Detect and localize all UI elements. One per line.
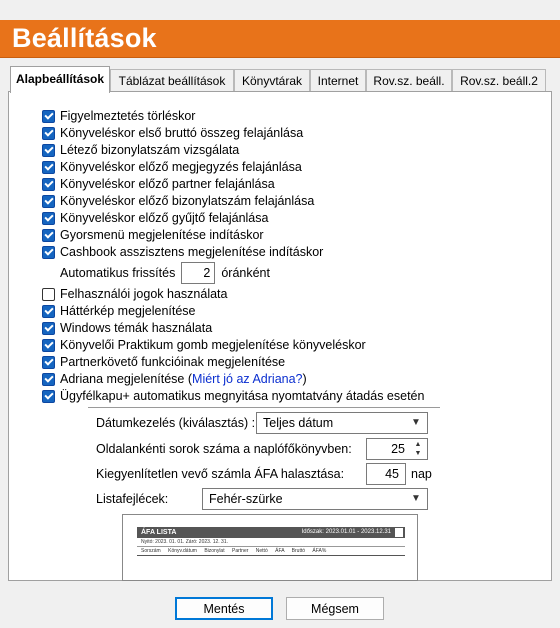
cancel-button[interactable]: Mégsem	[286, 597, 384, 620]
option-item[interactable]	[42, 159, 302, 175]
list-header-label: Listafejlécek:	[96, 492, 169, 506]
tab-rovsz-beall2[interactable]: Rov.sz. beáll.2	[452, 69, 546, 92]
checkbox[interactable]	[42, 322, 55, 335]
checkbox-label: Cashbook asszisztens megjelenítése indításkor	[60, 245, 324, 259]
checkbox-label: Könyveléskor előző bizonylatszám felajánlása	[60, 194, 315, 208]
option-item[interactable]	[42, 320, 212, 336]
vat-delay-unit: nap	[411, 467, 432, 481]
checkbox-label: Felhasználói jogok használata	[60, 287, 228, 301]
checkbox-label: Háttérkép megjelenítése	[60, 304, 196, 318]
window-title: Beállítások	[12, 23, 157, 53]
option-item[interactable]	[42, 371, 307, 387]
checkbox-label: Könyveléskor előző megjegyzés felajánlása	[60, 160, 302, 174]
preview-header-right: Időszak: 2023.01.01 - 2023.12.31	[301, 529, 391, 535]
checkbox-label: Könyvelői Praktikum gomb megjelenítése könyveléskor	[60, 338, 366, 352]
checkbox-label: Könyveléskor előző partner felajánlása	[60, 177, 275, 191]
checkbox[interactable]	[42, 178, 55, 191]
checkbox[interactable]	[42, 390, 55, 403]
list-header-preview	[122, 514, 418, 581]
checkbox-label: Gyorsmenü megjelenítése indításkor	[60, 228, 264, 242]
checkbox[interactable]	[42, 288, 55, 301]
top-strip	[0, 0, 560, 20]
adriana-help-link[interactable]: Miért jó az Adriana?	[192, 372, 303, 386]
checkbox[interactable]	[42, 246, 55, 259]
tab-alapbeallitasok[interactable]: Alapbeállítások	[10, 66, 110, 93]
option-item[interactable]	[42, 303, 196, 319]
checkbox-label: Könyveléskor első bruttó összeg felajánlása	[60, 126, 304, 140]
save-button[interactable]: Mentés	[175, 597, 273, 620]
checkbox[interactable]	[42, 356, 55, 369]
list-header-select[interactable]	[202, 488, 428, 510]
option-item[interactable]	[42, 227, 264, 243]
auto-refresh-input[interactable]: 2	[181, 262, 215, 284]
tab-internet[interactable]: Internet	[310, 69, 366, 92]
checkbox-label: Könyveléskor előző gyűjtő felajánlása	[60, 211, 269, 225]
option-item[interactable]	[42, 388, 424, 404]
checkbox[interactable]	[42, 195, 55, 208]
preview-header	[137, 527, 405, 538]
rows-per-page-label: Oldalankénti sorok száma a naplófőkönyvben:	[96, 442, 352, 456]
checkbox-label-suffix: )	[302, 372, 307, 386]
vat-delay-label: Kiegyenlítetlen vevő számla ÁFA halasztása:	[96, 467, 345, 481]
date-handling-select[interactable]	[256, 412, 428, 434]
checkbox-label: Windows témák használata	[60, 321, 213, 335]
option-item[interactable]	[42, 286, 227, 302]
checkbox-label: Adriana megjelenítése (	[60, 372, 193, 386]
spin-down-icon[interactable]: ▼	[414, 450, 422, 457]
checkbox[interactable]	[42, 305, 55, 318]
checkbox-label: Figyelmeztetés törléskor	[60, 109, 196, 123]
tab-strip	[8, 66, 552, 92]
checkbox-label: Létező bizonylatszám vizsgálata	[60, 143, 240, 157]
auto-refresh-label: Automatikus frissítés	[60, 266, 176, 280]
vat-delay-value: 45	[385, 467, 399, 481]
date-handling-value: Teljes dátum	[263, 416, 334, 430]
option-item[interactable]	[42, 142, 239, 158]
auto-refresh-row	[60, 262, 270, 284]
tab-rovsz-beall[interactable]: Rov.sz. beáll.	[366, 69, 452, 92]
option-item[interactable]	[42, 337, 366, 353]
preview-columns: Sorszám Könyv.dátum Bizonylat Partner Nettó ÁFA Bruttó ÁFA%	[137, 547, 405, 556]
option-item[interactable]	[42, 176, 275, 192]
preview-title: ÁFA LISTA	[141, 529, 177, 536]
preview-subheader: Nyitó: 2023. 01. 01. Záró: 2023. 12. 31.	[137, 538, 405, 547]
option-item[interactable]	[42, 210, 268, 226]
date-handling-label: Dátumkezelés (kiválasztás) :	[96, 416, 256, 430]
chevron-down-icon: ▼	[411, 493, 421, 504]
checkbox[interactable]	[42, 229, 55, 242]
checkbox[interactable]	[42, 339, 55, 352]
option-item[interactable]	[42, 125, 303, 141]
checkbox-label: Partnerkövető funkcióinak megjelenítése	[60, 355, 286, 369]
chevron-down-icon: ▼	[411, 417, 421, 428]
printer-icon	[395, 528, 403, 537]
checkbox-label: Ügyfélkapu+ automatikus megnyitása nyomtatvány átadás esetén	[60, 389, 425, 403]
checkbox[interactable]	[42, 212, 55, 225]
checkbox[interactable]	[42, 161, 55, 174]
checkbox[interactable]	[42, 110, 55, 123]
tab-tablazat-beallitasok[interactable]: Táblázat beállítások	[110, 69, 234, 92]
checkbox[interactable]	[42, 373, 55, 386]
list-header-value: Fehér-szürke	[209, 492, 283, 506]
tab-konyvtarak[interactable]: Könyvtárak	[234, 69, 310, 92]
spin-up-icon[interactable]: ▲	[414, 441, 422, 448]
option-item[interactable]	[42, 354, 285, 370]
checkbox[interactable]	[42, 144, 55, 157]
auto-refresh-unit: óránként	[221, 266, 270, 280]
title-bar	[0, 20, 560, 58]
option-item[interactable]	[42, 108, 195, 124]
option-item[interactable]	[42, 244, 323, 260]
separator	[88, 407, 440, 408]
checkbox[interactable]	[42, 127, 55, 140]
option-item[interactable]	[42, 193, 314, 209]
rows-per-page-stepper[interactable]	[366, 438, 428, 460]
vat-delay-input[interactable]	[366, 463, 406, 485]
rows-per-page-value: 25	[391, 442, 405, 456]
